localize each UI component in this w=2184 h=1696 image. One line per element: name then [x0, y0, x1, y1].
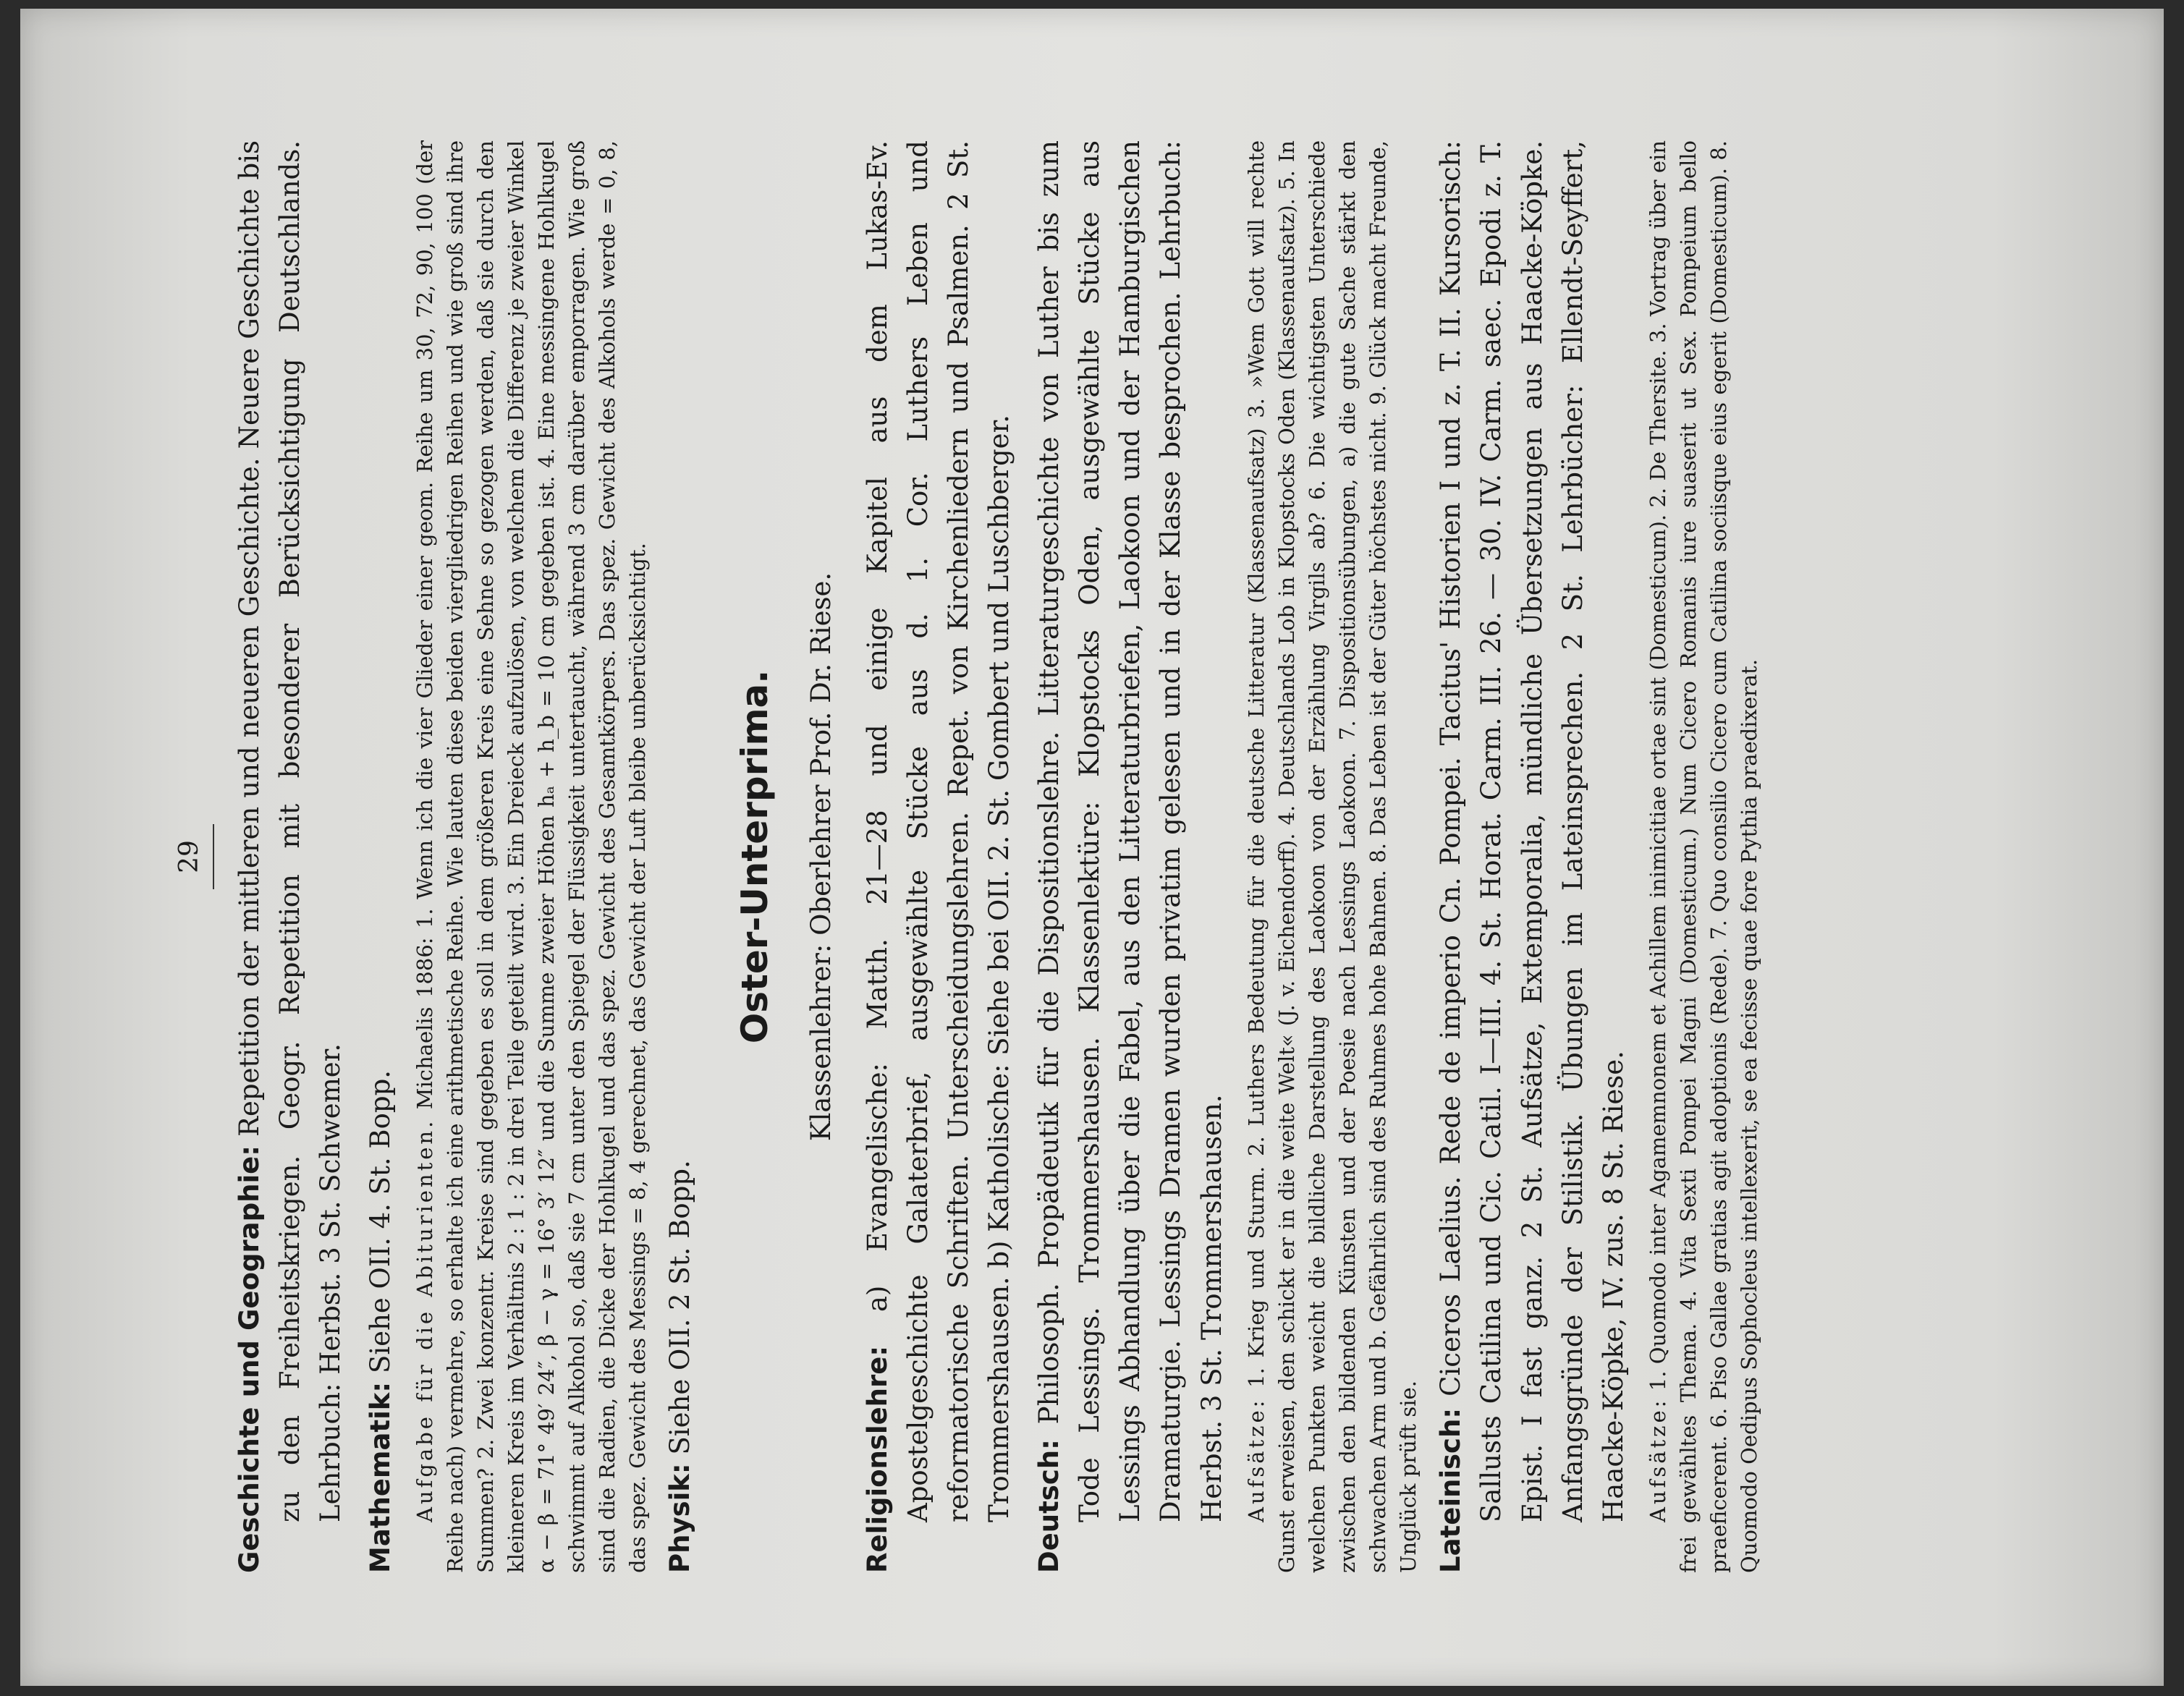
paper-sheet [20, 9, 2164, 1686]
paragraph-religion [858, 140, 1020, 1573]
paragraph-deutsch-aufsaetze [1241, 140, 1423, 1573]
text-math-tasks: Michaelis 1886: 1. Wenn ich die vier Glieder einer geom. Reihe um 30, 72, 90, 100 (der Reihe nach) vermehre, so erhalte ich eine arithmetische Reihe. Wie lauten diese beiden viergliedrigen Reihen und wie groß sind ihre Summen? 2. Zwei konzentr. Kreise sind gegeben es soll in dem größeren Kreis eine Sehne so gezogen werden, daß sie durch den kleineren Kreis im Verhältnis 2 : 1 : 2 in drei Teile geteilt wird. 3. Ein Dreieck aufzulösen, von welchem die Differenz je zweier Winkel α − β = 71° 49′ 24″, β − γ = 16° 3′ 12″ und die Summe zweier Höhen hₐ + h_b = 10 cm gegeben ist. 4. Eine messingene Hohlkugel schwimmt auf Alkohol so, daß sie 7 cm unter den Spiegel der Flüssigkeit untertaucht, während 3 cm darüber emporragen. Wie groß sind die Radien, die Dicke der Hohlkugel und das spez. Gewicht des Gesamtkörpers. Das spez. Gewicht des Alkohols werde = 0, 8, das spez. Gewicht des Messings = 8, 4 gerechnet, das Gewicht der Luft bleibe unberücksichtigt. [412, 140, 651, 1573]
page-number-text: 29 [174, 840, 204, 873]
section-title: Oster-Unterprima. [733, 669, 776, 1044]
page-number [170, 82, 214, 1631]
subject-latein: Lateinisch: [1435, 1407, 1467, 1573]
lead-latein-aufsaetze: Aufsätze: [1646, 1397, 1671, 1522]
paragraph-latein-aufsaetze [1643, 140, 1764, 1573]
text-deutsch: Philosoph. Propädeutik für die Dispositionslehre. Litteraturgeschichte von Luther bis zum Tode Lessings. Trommershausen. Klassenlektüre: Klopstocks Oden, ausgewählte Stücke aus Lessings Abhandlung über die Fabel, aus den Litteraturbriefen, Laokoon und der Hamburgischen Dramaturgie. Lessings Dramen wurden privatim gelesen und in der Klasse besprochen. Lehrbuch: Herbst. 3 St. Trommershausen. [1033, 140, 1227, 1522]
text-religion: a) Evangelische: Matth. 21—28 und einige Kapitel aus dem Lukas-Ev. Apostelgeschichte Galaterbrief, ausgewählte Stücke aus d. 1. Cor. Luthers Leben und reformatorische Schriften. Unterscheidungslehren. Repet. von Kirchenliedern und Psalmen. 2 St. Trommershausen. b) Katholische: Siehe bei OII. 2. St. Gombert und Luschberger. [861, 140, 1015, 1522]
paragraph-deutsch [1029, 140, 1232, 1573]
lead-math-tasks: Aufgabe für die Abiturienten. [412, 1118, 437, 1522]
text-mathematik: Siehe OII. 4. St. Bopp. [364, 1069, 396, 1374]
paragraph-latein [1431, 140, 1634, 1573]
subject-physik: Physik: [664, 1463, 696, 1573]
paragraph-math-tasks [410, 140, 653, 1573]
document-page [150, 82, 2075, 1631]
page-number-ornament [210, 824, 214, 889]
class-teacher: Klassenlehrer: Oberlehrer Prof. Dr. Riese. [805, 572, 837, 1142]
paragraph-physik [660, 140, 701, 1573]
rotated-page-container [150, 82, 2075, 1631]
page-content [229, 140, 1772, 1573]
text-latein: Ciceros Laelius. Rede de imperio Cn. Pompei. Tacitus' Historien I und z. T. II. Kursorisch: Sallusts Catilina und Cic. Catil. I—III. 4. St. Horat. Carm. III. 26. — 30. IV. Carm. saec. Epodi z. T. Epist. I fast ganz. 2 St. Aufsätze, Extemporalia, mündliche Übersetzungen aus Haacke-Köpke. Anfangsgründe der Stilistik. Übungen im Lateinsprechen. 2 St. Lehrbücher: Ellendt-Seyffert, Haacke-Köpke, IV. zus. 8 St. Riese. [1435, 140, 1630, 1522]
subject-religion: Religionslehre: [861, 1345, 893, 1573]
paragraph-mathematik [360, 140, 401, 1573]
text-physik: Siehe OII. 2 St. Bopp. [664, 1160, 696, 1455]
subject-deutsch: Deutsch: [1033, 1439, 1065, 1573]
text-latein-aufsaetze: 1. Quomodo inter Agamemnonem et Achillem inimicitiae ortae sint (Domesticum). 2. De Thersite. 3. Vortrag über ein frei gewähltes Thema. 4. Vita Sexti Pompei Magni (Domesticum.) Num Cicero Romanis iure suaserit ut Sex. Pompeium bello praeficerent. 6. Piso Gallae gratias agit adoptionis (Rede). 7. Quo consilio Cicero cum Catilina sociisque eius egerit (Domesticum). 8. Quomodo Oedipus Sophocleus intellexerit, se ea fecisse quae fore Pythia praedixerat. [1646, 140, 1762, 1573]
subject-mathematik: Mathematik: [364, 1381, 396, 1573]
text-deutsch-aufsaetze: 1. Krieg und Sturm. 2. Luthers Bedeutung für die deutsche Litteratur (Klassenaufsatz) 3. »Wem Gott will rechte Gunst erweisen, den schickt er in die weite Welt« (J. v. Eichendorff). 4. Deutschlands Lob in Klopstocks Oden (Klassenaufsatz). 5. In welchen Punkten weicht die bildliche Darstellung des Laokoon von der Erzählung Virgils ab? 6. Die wichtigsten Unterschiede zwischen den bildenden Künsten und der Poesie nach Lessings Laokoon. 7. Dispositionsübungen, a) die gute Sache stärkt den schwachen Arm und b. Gefährlich sind des Ruhmes hohe Bahnen. 8. Das Leben ist der Güter höchstes nicht. 9. Glück macht Freunde, Unglück prüft sie. [1243, 140, 1421, 1573]
subject-geschichte: Geschichte und Geographie: [234, 1145, 265, 1573]
text-geschichte: Repetition der mittleren und neueren Geschichte. Neuere Geschichte bis zu den Freiheitskriegen. Geogr. Repetition mit besonderer Berücksichtigung Deutschlands. Lehrbuch: Herbst. 3 St. Schwemer. [234, 140, 347, 1522]
lead-deutsch-aufsaetze: Aufsätze: [1243, 1397, 1269, 1522]
paragraph-geschichte [229, 140, 352, 1573]
